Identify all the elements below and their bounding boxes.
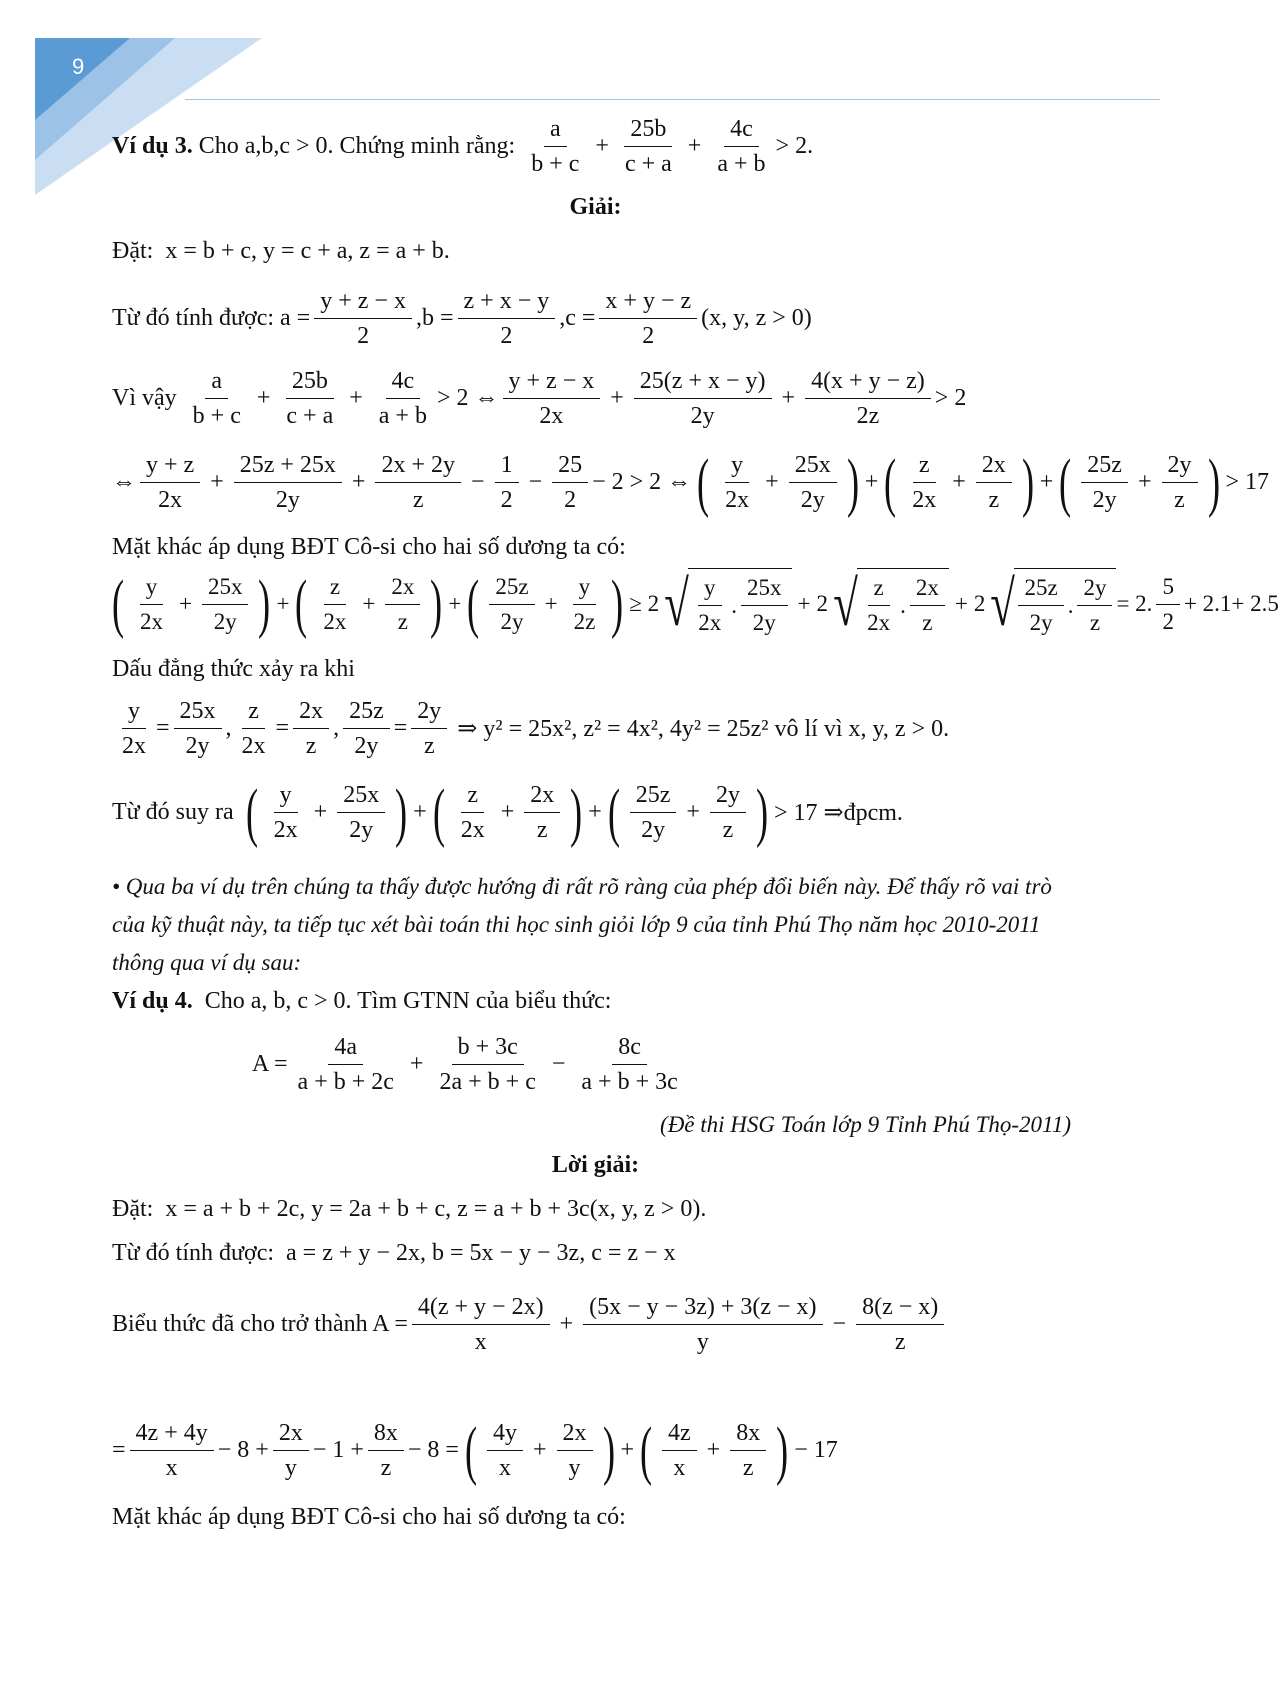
ex3-frac-2: $\frac{25b}{c + a}$ bbox=[619, 112, 678, 181]
equality-condition: y 2x = 25x 2y , z 2x = 2x z , 25z 2y = 2y z ⇒ y² = 25x², z² = 4x², 4y² = 25z² vô lí vì x, y, z > 0. bbox=[112, 694, 949, 763]
frac-c: $\frac{x + y - z}{2}$ bbox=[599, 284, 697, 353]
remark-paragraph: • Qua ba ví dụ trên chúng ta thấy được hướng đi rất rõ ràng của phép đổi biến này. Để thấy rõ vai trò của kỹ thuật này, ta tiếp tục xét bài toán thi học sinh giỏi lớp 9 của tỉnh Phú Thọ năm học 2010-2011 thông qua ví dụ sau: bbox=[112, 874, 1052, 975]
frac-b: $\frac{z + x - y}{2}$ bbox=[458, 284, 556, 353]
cosi-inequality: ( y 2x + $\frac{25x}{2y}$ ) + ( z 2x + $\frac{2x}{z}$ ) + ( 25z 2y + $\frac{y}{2z}$ ) ≥ 2 √ y 2x . 25x 2y + 2 √ z 2x . 2x z + 2 √ 25z 2y . 2y z = 2. 5 2 + 2.1+ 2.5 bbox=[111, 567, 1279, 640]
ex3-rhs: > 2. bbox=[775, 133, 814, 159]
transformed-expression: Biểu thức đã cho trở thành A = $\frac{4(z + y - 2x)}{x}$ + $\frac{(5x - y - 3z) + 3(z - x)}{y}$ − $\frac{8(z - x)}{z}$ bbox=[112, 1290, 948, 1359]
mat-khac-2: Mặt khác áp dụng BĐT Cô-si cho hai số dương ta có: bbox=[112, 1504, 626, 1530]
frac-a: $\frac{y + z - x}{2}$ bbox=[314, 284, 412, 353]
mat-khac-1: Mặt khác áp dụng BĐT Cô-si cho hai số dương ta có: bbox=[112, 534, 626, 560]
equivalence-line: ⇔ y + z 2x + $\frac{25z + 25x}{2y}$ + $\frac{2x + 2y}{z}$ − $\frac{1}{2}$ − $\frac{25}{2}$ − 2 > 2 ⇔ ( y 2x + $\frac{25x}{2y}$ ) + ( z 2x + $\frac{2x}{z}$ ) + ( 25z 2y + $\frac{2y}{z}$ ) > 17 bbox=[112, 445, 1270, 519]
ex3-frac-1: a b + c bbox=[525, 112, 585, 181]
substitution-1: Đặt: x = b + c, y = c + a, z = a + b. bbox=[112, 238, 450, 264]
page-number: 9 bbox=[72, 54, 85, 79]
compute-abc-2: Từ đó tính được: a = z + y − 2x, b = 5x − y − 3z, c = z − x bbox=[112, 1240, 676, 1266]
dau-dang-thuc: Dấu đẳng thức xảy ra khi bbox=[112, 656, 355, 682]
ex3-frac-3: $\frac{4c}{a + b}$ bbox=[711, 112, 771, 181]
substitution-2: Đặt: x = a + b + 2c, y = 2a + b + c, z = a + b + 3c(x, y, z > 0). bbox=[112, 1196, 707, 1222]
example-3-label: Ví dụ 3. bbox=[112, 133, 193, 159]
simplified-expression: = 4z + 4y x − 8 + $\frac{2x}{y}$ − 1 + $\frac{8x}{z}$ − 8 = ( 4y x + $\frac{2x}{y}$ ) + ( 4z x + $\frac{8x}{z}$ ) − 17 bbox=[112, 1413, 838, 1487]
example-4-statement: Ví dụ 4. Cho a, b, c > 0. Tìm GTNN của biểu thức: bbox=[112, 988, 612, 1014]
loi-giai-heading: Lời giải: bbox=[551, 1152, 640, 1178]
example-3-statement: Ví dụ 3. Cho a,b,c > 0. Chứng minh rằng: a b + c + $\frac{25b}{c + a}$ + $\frac{4c}{a + b}$ > 2. bbox=[112, 112, 813, 181]
vi-vay-line: Vì vậy a b + c + $\frac{25b}{c + a}$ + $\frac{4c}{a + b}$ > 2 ⇔ y + z − x 2x + $\frac{25(z + x - y)}{2y}$ + $\frac{4(x + y - z)}{2z}$ > 2 bbox=[112, 364, 966, 433]
giai-heading: Giải: bbox=[569, 194, 622, 220]
expression-A: A = $\frac{4a}{a + b + 2c}$ + $\frac{b + 3c}{2a + b + c}$ − $\frac{8c}{a + b + 3c}$ bbox=[252, 1030, 688, 1099]
compute-abc: Từ đó tính được: a = $\frac{y + z - x}{2}$ ,b = $\frac{z + x - y}{2}$ ,c = $\frac{x + y - z}{2}$ (x, y, z > 0) bbox=[112, 284, 812, 353]
header-rule bbox=[185, 99, 1160, 100]
conclusion-line: Từ đó suy ra ( y 2x + $\frac{25x}{2y}$ ) + ( z 2x + $\frac{2x}{z}$ ) + ( 25z 2y + $\frac{2y}{z}$ ) > 17 ⇒đpcm. bbox=[112, 775, 903, 849]
example-3-text: Cho a,b,c > 0. Chứng minh rằng: bbox=[198, 133, 516, 159]
source-citation: (Đề thi HSG Toán lớp 9 Tỉnh Phú Thọ-2011) bbox=[660, 1112, 1071, 1137]
